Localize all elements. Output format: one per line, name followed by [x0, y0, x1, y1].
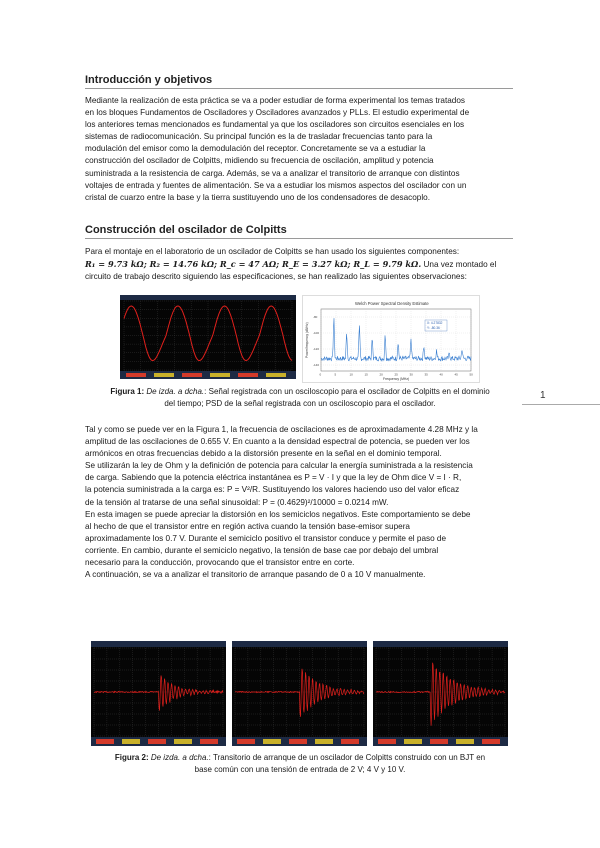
- scope-status-chip: [238, 373, 258, 377]
- components-observations: circuito de trabajo descrito siguiendo las especificaciones, se han realizado las siguientes observaciones:: [85, 272, 467, 282]
- text-line: de la tensión al tratarse de una señal sinusoidal: P = (0.4629)²/10000 = 0.0214 mW.: [85, 497, 389, 507]
- text-line: En esta imagen se puede apreciar la distorsión en los semiciclos negativos. Este comportamiento se debe: [85, 509, 471, 519]
- intro-paragraph: [85, 95, 513, 204]
- text-line: Tal y como se puede ver en la Figura 1, la frecuencia de oscilaciones es de aproximadamente 4.28 MHz y la: [85, 425, 478, 434]
- figure1-italic: De izda. a dcha.: [146, 387, 205, 396]
- figure2-italic: De izda. a dcha.: [150, 753, 209, 762]
- text-line: aproximadamente los 0.7 V. Durante el semiciclo positivo el transistor conduce y permite el paso de: [85, 533, 447, 543]
- components-tail: Una vez montado el: [421, 260, 497, 270]
- psd-xtick-label: 0: [319, 372, 322, 377]
- text-line: A continuación, se va a analizar el transitorio de arranque pasando de 0 a 10 V manualmente.: [85, 570, 426, 580]
- psd-plot: [302, 295, 480, 383]
- psd-xtick-label: 50: [469, 372, 473, 377]
- text-line: Mediante la realización de esta práctica se va a poder estudiar de forma experimental los temas tratados: [85, 96, 466, 105]
- analysis-paragraph: [85, 424, 513, 581]
- text-line: amplitud de las oscilaciones de 0.655 V. En cuanto a la densidad espectral de potencia, se pueden ver los: [85, 437, 470, 447]
- scope-status-chip: [482, 739, 500, 744]
- scope-status-chip: [182, 373, 202, 377]
- text-line: suministrada a la resistencia de carga. Además, se va a analizar el transitorio de arranque con distintos: [85, 168, 460, 178]
- text-line: al hecho de que el transistor entre en región activa cuando la tensión base-emisor supera: [85, 521, 410, 531]
- page-number-rule: [522, 404, 600, 405]
- scope-status-chip: [154, 373, 174, 377]
- scope-top-bar: [373, 641, 508, 647]
- psd-xtick-label: 10: [349, 372, 353, 377]
- psd-ytick-label: -120: [313, 347, 320, 351]
- text-line: modulación del emisor como la demodulación del receptor. Concretamente se va a estudiar la: [85, 144, 426, 154]
- figure2-caption-line2: base común con una tensión de entrada de 2 V; 4 V y 10 V.: [194, 765, 406, 774]
- psd-title: Welch Power Spectral Density Estimate: [355, 301, 429, 306]
- scope-status-chip: [237, 739, 255, 744]
- scope-status-chip: [341, 739, 359, 744]
- scope-status-chip: [430, 739, 448, 744]
- scope-top-bar: [120, 295, 296, 300]
- section-title-intro: Introducción y objetivos: [85, 74, 513, 89]
- psd-ylabel: Power/frequency (dB/Hz): [305, 322, 309, 358]
- scope-screenshot-time-domain: [120, 295, 296, 379]
- psd-marker-y: Y: -80.36: [427, 326, 440, 330]
- psd-ytick-label: -80: [313, 315, 318, 319]
- scope-top-bar: [91, 641, 226, 647]
- scope-status-chip: [122, 739, 140, 744]
- scope-status-chip: [266, 373, 286, 377]
- components-intro: Para el montaje en el laboratorio de un oscilador de Colpitts se han usado los siguientes componentes:: [85, 247, 460, 256]
- figure2-caption: [85, 752, 515, 776]
- psd-xtick-label: 40: [439, 372, 443, 377]
- psd-xtick-label: 45: [454, 372, 458, 377]
- text-line: de carga. Sabiendo que la potencia eléctrica instantánea es P = V · I y que la ley de Ohm dice V = I · R,: [85, 473, 462, 483]
- components-paragraph: [85, 246, 513, 283]
- text-line: construcción del oscilador de Colpitts, midiendo su frecuencia de oscilación, amplitud y potencia: [85, 156, 434, 166]
- text-line: sistemas de radiocomunicación. Su principal función es la de trasladar frecuencias tanto para la: [85, 132, 433, 142]
- figure2-caption-line1: : Transitorio de arranque de un oscilador de Colpitts construido con un BJT en: [208, 753, 486, 762]
- scope-status-chip: [210, 373, 230, 377]
- scope-transient-10v: [373, 641, 508, 746]
- scope-status-chip: [404, 739, 422, 744]
- text-line: la potencia suministrada a la carga es: P = V²/R. Sustituyendo los valores haciendo uso del valor eficaz: [85, 485, 460, 495]
- scope-top-bar: [232, 641, 367, 647]
- components-values-line: [85, 258, 513, 271]
- section-title-colpitts: Construcción del oscilador de Colpitts: [85, 224, 513, 239]
- text-line: armónicos en otras frecuencias debido a la distorsión presente en la señal en el dominio temporal.: [85, 449, 442, 459]
- text-line: cristal de cuarzo entre la base y la tierra sustituyendo uno de los condensadores de desacoplo.: [85, 192, 430, 202]
- psd-xtick-label: 35: [424, 372, 428, 377]
- figure1-caption: [85, 386, 515, 410]
- psd-xlabel: Frequency (MHz): [383, 377, 410, 381]
- text-line: los anteriores temas mencionados es fundamental ya que los osciladores son circuitos esenciales en los: [85, 120, 465, 130]
- psd-marker-x: X: 4.27832: [427, 321, 443, 325]
- psd-xtick-label: 5: [334, 372, 337, 377]
- psd-xtick-label: 20: [379, 372, 383, 377]
- figure2-label: Figura 2:: [114, 753, 149, 762]
- psd-ytick-label: -140: [313, 363, 320, 367]
- psd-ytick-label: -100: [313, 331, 320, 335]
- figure1-caption-line1: : Señal registrada con un osciloscopio para el oscilador de Colpitts en el dominio: [204, 387, 490, 396]
- components-values: R₁ = 9.73 kΩ; R₂ = 14.76 kΩ; R_c = 47 AΩ; R_E = 3.27 kΩ; R_L = 9.79 kΩ.: [85, 259, 422, 270]
- figure1-label: Figura 1:: [110, 387, 145, 396]
- text-line: necesario para la conducción, provocando que el transistor entre en corte.: [85, 558, 355, 568]
- scope-status-chip: [148, 739, 166, 744]
- psd-xtick-label: 15: [364, 372, 368, 377]
- scope-status-chip: [456, 739, 474, 744]
- scope-status-chip: [126, 373, 146, 377]
- text-line: en los bloques Fundamentos de Osciladores y Osciladores avanzados y PLLs. El estudio experimental de: [85, 108, 470, 118]
- scope-status-chip: [174, 739, 192, 744]
- scope-transient-2v: [91, 641, 226, 746]
- scope-status-chip: [200, 739, 218, 744]
- psd-xtick-label: 30: [409, 372, 413, 377]
- scope-status-chip: [315, 739, 333, 744]
- scope-status-chip: [378, 739, 396, 744]
- scope-transient-4v: [232, 641, 367, 746]
- psd-xtick-label: 25: [394, 372, 398, 377]
- scope-status-chip: [96, 739, 114, 744]
- text-line: voltajes de entrada y fuentes de alimentación. Se va a estudiar los mismos aspectos del oscilador con un: [85, 180, 467, 190]
- page-number: 1: [540, 390, 546, 401]
- scope-status-chip: [263, 739, 281, 744]
- figure1-caption-line2: del tiempo; PSD de la señal registrada con un osciloscopio para el oscilador.: [164, 399, 436, 408]
- text-line: corriente. En cambio, durante el semiciclo negativo, la tensión de base cae por debajo del umbral: [85, 545, 439, 555]
- scope-status-chip: [289, 739, 307, 744]
- text-line: Se utilizarán la ley de Ohm y la definición de potencia para calcular la energía suministrada a la resistencia: [85, 461, 473, 471]
